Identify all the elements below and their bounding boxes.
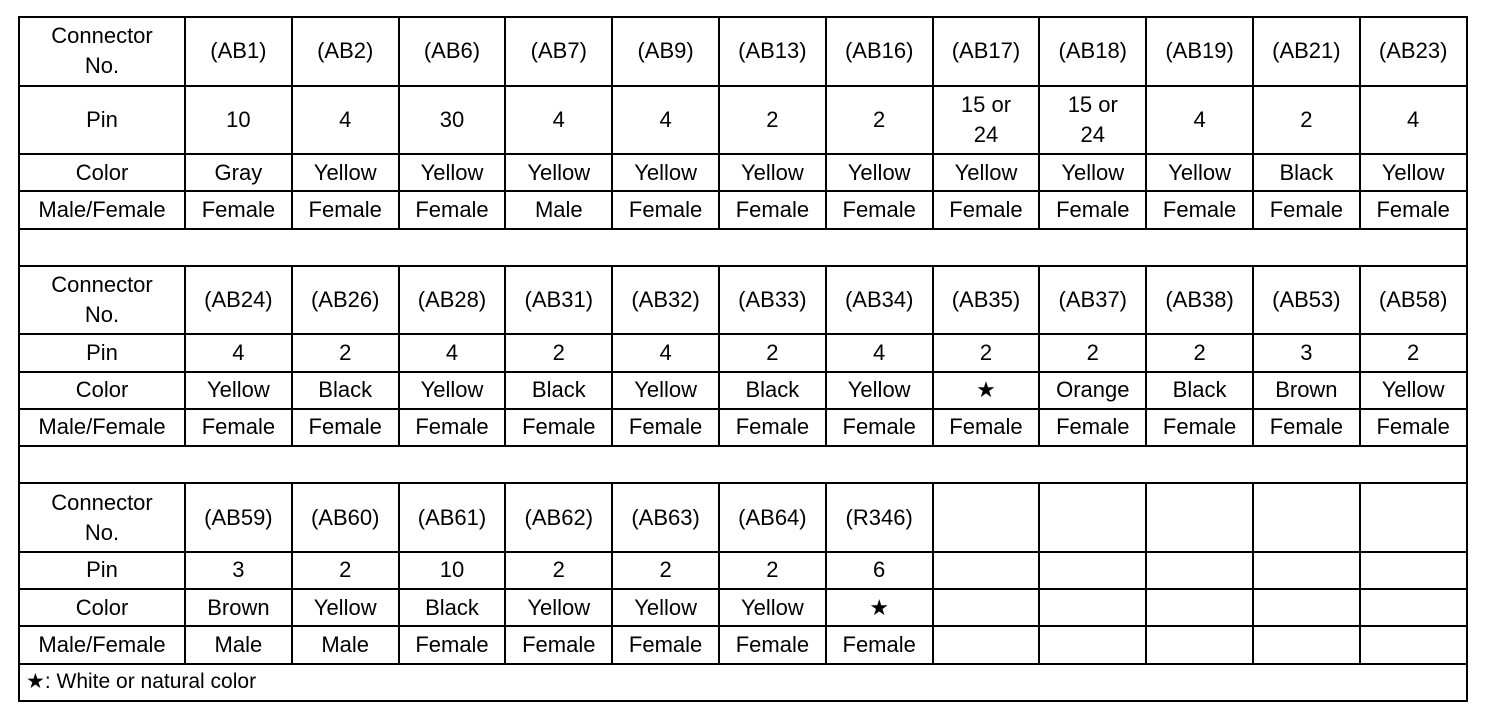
gender-cell: Female	[1253, 191, 1360, 228]
connector-cell: (AB13)	[719, 17, 826, 86]
gender-cell: Female	[612, 626, 719, 663]
block-spacer	[19, 229, 1467, 266]
gender-cell	[1146, 626, 1253, 663]
gender-cell: Female	[719, 191, 826, 228]
gender-cell: Female	[399, 409, 506, 446]
connector-cell: (AB53)	[1253, 266, 1360, 335]
gender-cell: Female	[292, 191, 399, 228]
color-cell: Yellow	[1360, 372, 1467, 409]
connector-cell: (AB16)	[826, 17, 933, 86]
gender-cell: Female	[1146, 409, 1253, 446]
spacer-cell	[19, 446, 1467, 483]
pin-row	[19, 552, 1467, 589]
gender-cell: Female	[292, 409, 399, 446]
spacer-cell	[19, 229, 1467, 266]
connector-cell	[933, 483, 1040, 552]
pin-cell: 2	[292, 552, 399, 589]
pin-cell: 4	[292, 86, 399, 155]
gender-cell: Female	[826, 191, 933, 228]
row-label-pin: Pin	[19, 552, 185, 589]
row-label-pin: Pin	[19, 86, 185, 155]
color-cell: Black	[719, 372, 826, 409]
pin-cell: 2	[292, 334, 399, 371]
connector-cell: (AB24)	[185, 266, 292, 335]
row-label-color: Color	[19, 154, 185, 191]
pin-cell: 4	[399, 334, 506, 371]
connector-cell	[1253, 483, 1360, 552]
color-cell: Black	[399, 589, 506, 626]
pin-row	[19, 86, 1467, 155]
pin-cell: 4	[1360, 86, 1467, 155]
gender-cell: Female	[1146, 191, 1253, 228]
pin-cell: 2	[1360, 334, 1467, 371]
color-cell: Yellow	[399, 154, 506, 191]
star-legend-note: ★: White or natural color	[19, 664, 1467, 701]
color-cell: Gray	[185, 154, 292, 191]
connector-cell: (AB38)	[1146, 266, 1253, 335]
gender-row	[19, 409, 1467, 446]
pin-cell: 2	[1039, 334, 1146, 371]
gender-cell: Female	[826, 626, 933, 663]
gender-cell: Female	[719, 626, 826, 663]
pin-cell: 2	[719, 334, 826, 371]
gender-cell: Female	[1039, 191, 1146, 228]
gender-cell	[1360, 626, 1467, 663]
connector-cell: (AB18)	[1039, 17, 1146, 86]
color-row	[19, 589, 1467, 626]
color-cell: Yellow	[505, 154, 612, 191]
row-label-color: Color	[19, 589, 185, 626]
connector-cell: (AB23)	[1360, 17, 1467, 86]
gender-cell: Male	[505, 191, 612, 228]
color-cell: ★	[826, 589, 933, 626]
pin-cell	[1360, 552, 1467, 589]
connector-cell: (AB64)	[719, 483, 826, 552]
table-body	[19, 17, 1467, 701]
connector-cell	[1360, 483, 1467, 552]
pin-cell	[1146, 552, 1253, 589]
gender-cell: Female	[933, 191, 1040, 228]
gender-cell: Female	[933, 409, 1040, 446]
color-cell: Black	[292, 372, 399, 409]
connector-row	[19, 17, 1467, 86]
pin-cell: 4	[505, 86, 612, 155]
connector-cell: (R346)	[826, 483, 933, 552]
color-cell: Brown	[1253, 372, 1360, 409]
gender-cell	[1253, 626, 1360, 663]
color-cell: Yellow	[1039, 154, 1146, 191]
connector-row	[19, 266, 1467, 335]
gender-cell: Female	[826, 409, 933, 446]
connector-cell: (AB35)	[933, 266, 1040, 335]
color-cell: Yellow	[612, 589, 719, 626]
gender-cell: Female	[1039, 409, 1146, 446]
color-cell: Black	[1146, 372, 1253, 409]
connector-cell: (AB1)	[185, 17, 292, 86]
color-cell: ★	[933, 372, 1040, 409]
pin-cell: 6	[826, 552, 933, 589]
pin-cell: 4	[1146, 86, 1253, 155]
gender-cell: Female	[1253, 409, 1360, 446]
color-cell: Orange	[1039, 372, 1146, 409]
connector-cell: (AB17)	[933, 17, 1040, 86]
gender-cell: Female	[399, 626, 506, 663]
color-cell: Yellow	[185, 372, 292, 409]
color-cell: Yellow	[292, 154, 399, 191]
row-label-connector: Connector No.	[19, 17, 185, 86]
pin-cell: 4	[612, 334, 719, 371]
connector-cell: (AB37)	[1039, 266, 1146, 335]
pin-cell: 15 or 24	[933, 86, 1040, 155]
gender-cell	[1039, 626, 1146, 663]
row-label-gender: Male/Female	[19, 626, 185, 663]
gender-cell: Female	[1360, 409, 1467, 446]
gender-cell: Female	[505, 626, 612, 663]
gender-cell: Female	[612, 191, 719, 228]
gender-cell: Female	[719, 409, 826, 446]
pin-cell: 4	[826, 334, 933, 371]
pin-cell: 4	[185, 334, 292, 371]
color-cell: Yellow	[826, 154, 933, 191]
pin-cell: 2	[933, 334, 1040, 371]
color-cell: Yellow	[933, 154, 1040, 191]
pin-cell	[1039, 552, 1146, 589]
color-cell: Brown	[185, 589, 292, 626]
row-label-pin: Pin	[19, 334, 185, 371]
gender-cell	[933, 626, 1040, 663]
connector-cell: (AB6)	[399, 17, 506, 86]
connector-cell: (AB58)	[1360, 266, 1467, 335]
color-cell: Yellow	[292, 589, 399, 626]
color-cell: Black	[1253, 154, 1360, 191]
color-cell: Yellow	[505, 589, 612, 626]
connector-cell: (AB59)	[185, 483, 292, 552]
gender-row	[19, 626, 1467, 663]
color-row	[19, 372, 1467, 409]
color-cell: Yellow	[612, 154, 719, 191]
gender-cell: Female	[1360, 191, 1467, 228]
pin-cell: 2	[505, 334, 612, 371]
pin-cell	[1253, 552, 1360, 589]
pin-cell: 2	[1253, 86, 1360, 155]
gender-cell: Male	[292, 626, 399, 663]
row-label-gender: Male/Female	[19, 409, 185, 446]
pin-cell: 10	[399, 552, 506, 589]
gender-cell: Female	[185, 409, 292, 446]
pin-cell: 30	[399, 86, 506, 155]
connector-cell	[1146, 483, 1253, 552]
color-cell: Yellow	[1360, 154, 1467, 191]
connector-cell: (AB28)	[399, 266, 506, 335]
pin-cell: 2	[1146, 334, 1253, 371]
gender-cell: Female	[185, 191, 292, 228]
pin-cell: 2	[719, 552, 826, 589]
gender-cell: Female	[505, 409, 612, 446]
connector-cell: (AB9)	[612, 17, 719, 86]
pin-cell: 2	[719, 86, 826, 155]
color-cell	[1360, 589, 1467, 626]
connector-cell: (AB34)	[826, 266, 933, 335]
legend-row	[19, 664, 1467, 701]
color-cell	[1146, 589, 1253, 626]
color-cell: Yellow	[612, 372, 719, 409]
gender-row	[19, 191, 1467, 228]
color-cell	[1253, 589, 1360, 626]
pin-cell: 4	[612, 86, 719, 155]
pin-row	[19, 334, 1467, 371]
pin-cell: 2	[505, 552, 612, 589]
color-cell: Yellow	[719, 589, 826, 626]
pin-cell: 3	[1253, 334, 1360, 371]
row-label-color: Color	[19, 372, 185, 409]
connector-cell: (AB31)	[505, 266, 612, 335]
color-cell: Yellow	[399, 372, 506, 409]
color-row	[19, 154, 1467, 191]
connector-table	[18, 16, 1468, 702]
connector-cell: (AB62)	[505, 483, 612, 552]
gender-cell: Female	[399, 191, 506, 228]
connector-cell: (AB7)	[505, 17, 612, 86]
connector-cell	[1039, 483, 1146, 552]
connector-cell: (AB32)	[612, 266, 719, 335]
gender-cell: Male	[185, 626, 292, 663]
color-cell: Yellow	[719, 154, 826, 191]
pin-cell: 3	[185, 552, 292, 589]
pin-cell: 2	[826, 86, 933, 155]
connector-cell: (AB63)	[612, 483, 719, 552]
pin-cell: 10	[185, 86, 292, 155]
connector-cell: (AB21)	[1253, 17, 1360, 86]
color-cell: Yellow	[826, 372, 933, 409]
connector-row	[19, 483, 1467, 552]
connector-cell: (AB2)	[292, 17, 399, 86]
connector-cell: (AB61)	[399, 483, 506, 552]
color-cell	[933, 589, 1040, 626]
color-cell: Yellow	[1146, 154, 1253, 191]
pin-cell: 15 or 24	[1039, 86, 1146, 155]
pin-cell: 2	[612, 552, 719, 589]
connector-cell: (AB26)	[292, 266, 399, 335]
block-spacer	[19, 446, 1467, 483]
gender-cell: Female	[612, 409, 719, 446]
color-cell	[1039, 589, 1146, 626]
color-cell: Black	[505, 372, 612, 409]
pin-cell	[933, 552, 1040, 589]
row-label-connector: Connector No.	[19, 266, 185, 335]
connector-cell: (AB19)	[1146, 17, 1253, 86]
connector-cell: (AB60)	[292, 483, 399, 552]
row-label-connector: Connector No.	[19, 483, 185, 552]
connector-cell: (AB33)	[719, 266, 826, 335]
row-label-gender: Male/Female	[19, 191, 185, 228]
